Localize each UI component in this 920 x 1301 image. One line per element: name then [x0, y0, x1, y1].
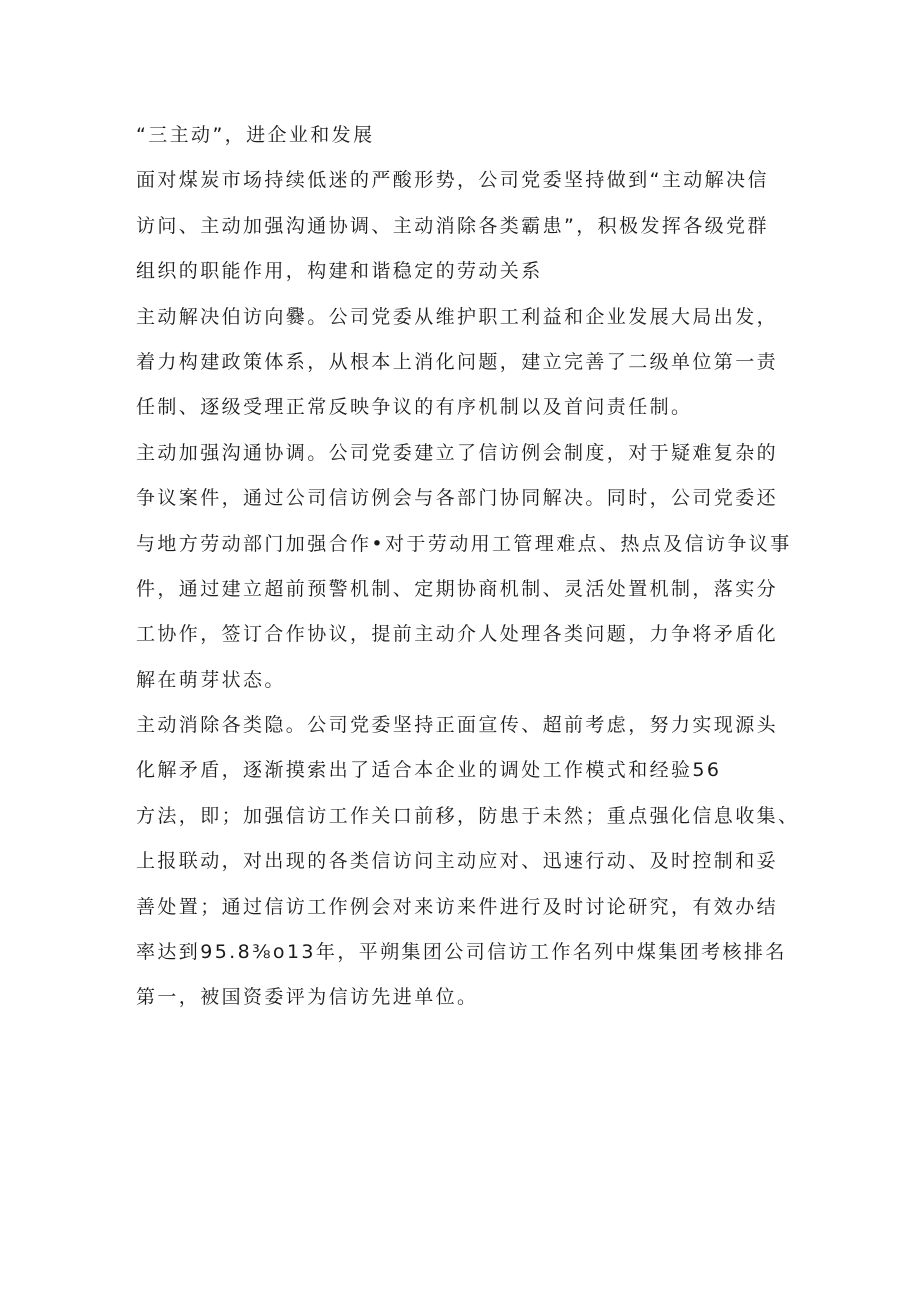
text-line: 主动加强沟通协调。公司党委建立了信访例会制度，对于疑难复杂的 [136, 441, 779, 464]
text-line: 访问、主动加强沟通协调、主动消除各类霸患”，积极发挥各级党群 [136, 214, 769, 237]
text-line: 解在萌芽状态。 [136, 668, 286, 691]
section-heading: “三主动”，进企业和发展 [136, 124, 375, 146]
text-line: 面对煤炭市场持续低迷的严酸形势，公司党委坚持做到“主动解决信 [136, 169, 769, 192]
text-line: 主动解决伯访向爨。公司党委从维护职工利益和企业发展大局出发， [136, 305, 779, 328]
text-line: 工协作，签订合作协议，提前主动介人处理各类问题，力争将矛盾化 [136, 623, 779, 646]
text-line: 与地方劳动部门加强合作•对于劳动用工管理难点、热点及信访争议事 [136, 532, 792, 555]
text-line: 争议案件，通过公司信访例会与各部门协同解决。同时，公司党委还 [136, 487, 779, 510]
text-line: 方法，即；加强信访工作关口前移，防患于未然；重点强化信息收集、 [136, 804, 800, 827]
text-line: 上报联动，对出现的各类信访问主动应对、迅速行动、及时控制和妥 [136, 850, 779, 873]
text-line: 主动消除各类隐。公司党委坚持正面宣传、超前考虑，努力实现源头 [136, 714, 779, 737]
text-line: 任制、逐级受理正常反映争议的有序机制以及首问责任制。 [136, 396, 693, 419]
text-line: 着力构建政策体系，从根本上消化问题，建立完善了二级单位第一责 [136, 350, 779, 373]
text-line: 化解矛盾，逐渐摸索出了适合本企业的调处工作模式和经验56 [136, 759, 722, 782]
document-body [136, 116, 800, 1024]
text-line: 率达到95.8⅜o13年，平朔集团公司信访工作名列中煤集团考核排名 [136, 941, 787, 964]
text-line: 第一，被国资委评为信访先进单位。 [136, 986, 479, 1009]
text-line: 件，通过建立超前预警机制、定期协商机制、灵活处置机制，落实分 [136, 577, 779, 600]
text-line: 组织的职能作用，构建和谐稳定的劳动关系 [136, 260, 543, 283]
text-line: 善处置；通过信访工作例会对来访来件进行及时讨论研究，有效办结 [136, 895, 779, 918]
